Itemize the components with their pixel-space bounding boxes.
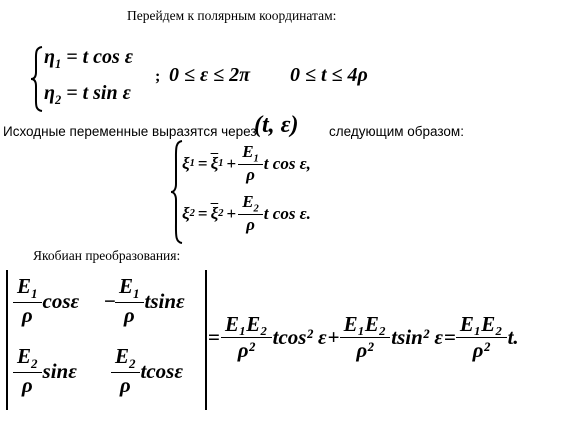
a12-den: ρ — [115, 302, 144, 328]
xi2-symbol: ξ — [182, 203, 190, 223]
xi1-symbol: ξ — [182, 153, 190, 173]
xi1-frac-den: ρ — [238, 164, 263, 185]
eta2-sub: 2 — [54, 93, 62, 107]
a12-num-sub: 1 — [132, 286, 140, 302]
jacobian-result — [208, 312, 519, 363]
result-eq-1: = — [208, 325, 220, 349]
result-frac2-num: E₁E₂ — [343, 312, 387, 336]
result-plus: + — [327, 325, 340, 349]
xi2-sub: 2 — [189, 208, 195, 220]
eta1-symbol: η — [44, 46, 55, 68]
variables-sentence-before: Исходные переменные выразятся через — [3, 124, 257, 139]
xi2-bar-sub: 2 — [218, 208, 224, 220]
a22-fraction — [113, 344, 138, 398]
left-brace-polar — [30, 46, 44, 112]
xi2-plus: + — [226, 203, 237, 223]
a11-den: ρ — [13, 302, 42, 328]
a21-den: ρ — [13, 372, 42, 398]
a12-sign: − — [104, 288, 116, 313]
polar-eq1-rhs: = t cos ε — [66, 46, 134, 68]
result-fraction-2 — [342, 312, 389, 363]
variables-sentence-after: следующим образом: — [329, 124, 464, 139]
result-fraction-3 — [458, 312, 505, 363]
a21-fraction — [15, 344, 40, 398]
xi2-frac-num: E — [242, 192, 254, 211]
xi1-plus: + — [226, 153, 237, 173]
range-t: 0 ≤ t ≤ 4ρ — [290, 64, 368, 86]
xi-row-2 — [182, 192, 311, 235]
xi2-fraction — [240, 192, 261, 235]
result-eq-2: = — [443, 325, 456, 349]
xi1-fraction — [240, 142, 261, 185]
a22-num: E — [115, 344, 130, 368]
a22-tail: tcosε — [140, 358, 183, 383]
eta1-sub: 1 — [54, 57, 62, 71]
a11-fraction — [15, 274, 40, 328]
xi1-sub: 1 — [189, 158, 195, 170]
eta2-symbol: η — [44, 82, 55, 104]
a12-tail: tsinε — [144, 288, 185, 313]
xi2-frac-den: ρ — [238, 214, 263, 235]
result-frac3-num: E₁E₂ — [459, 312, 503, 336]
xi1-bar: $\overline{\xi}$ — [210, 153, 219, 173]
polar-eq2-rhs: = t sin ε — [66, 82, 131, 104]
a22-num-sub: 2 — [129, 356, 136, 372]
xi1-eq: = — [197, 153, 208, 173]
a12-fraction — [117, 274, 142, 328]
jacobian-a22 — [112, 344, 183, 398]
xi-row-1 — [182, 142, 311, 185]
result-frac3-den: ρ² — [456, 337, 507, 363]
xi1-frac-num: E — [242, 142, 254, 161]
result-frac2-den: ρ² — [340, 337, 391, 363]
result-term-2: tsin² ε — [391, 325, 443, 349]
a21-num-sub: 2 — [31, 356, 38, 372]
xi2-tail: t cos ε. — [263, 203, 311, 223]
result-fraction-1 — [223, 312, 270, 363]
a11-num: E — [17, 274, 32, 298]
determinant-left-bar — [6, 270, 8, 410]
a11-tail: cosε — [42, 288, 80, 313]
range-epsilon: 0 ≤ ε ≤ 2π — [169, 64, 251, 86]
jacobian-a21 — [14, 344, 77, 398]
a22-den: ρ — [111, 372, 140, 398]
polar-eq1 — [44, 46, 133, 72]
xi1-bar-sub: 1 — [218, 158, 224, 170]
polar-eq2 — [44, 82, 131, 108]
jacobian-a11 — [14, 274, 79, 328]
result-frac1-den: ρ² — [221, 337, 272, 363]
polar-semicolon: ; — [155, 68, 161, 85]
xi2-frac-num-sub: 2 — [253, 203, 259, 215]
xi2-eq: = — [197, 203, 208, 223]
xi1-frac-num-sub: 1 — [253, 153, 259, 165]
intro-text: Перейдем к полярным координатам: — [127, 8, 337, 23]
xi2-bar: $\overline{\xi}$ — [210, 203, 219, 223]
a11-num-sub: 1 — [31, 286, 38, 302]
jacobian-a12 — [104, 274, 185, 328]
result-term-1: tcos² ε — [272, 325, 327, 349]
xi1-tail: t cos ε, — [263, 153, 311, 173]
variables-args: (t, ε) — [254, 112, 299, 138]
determinant-right-bar — [205, 270, 207, 410]
result-term-3: t. — [507, 325, 519, 349]
result-frac1-num: E₁E₂ — [224, 312, 268, 336]
a12-num: E — [118, 274, 133, 298]
a21-tail: sinε — [42, 358, 77, 383]
a21-num: E — [17, 344, 32, 368]
jacobian-title: Якобиан преобразования: — [33, 248, 181, 263]
